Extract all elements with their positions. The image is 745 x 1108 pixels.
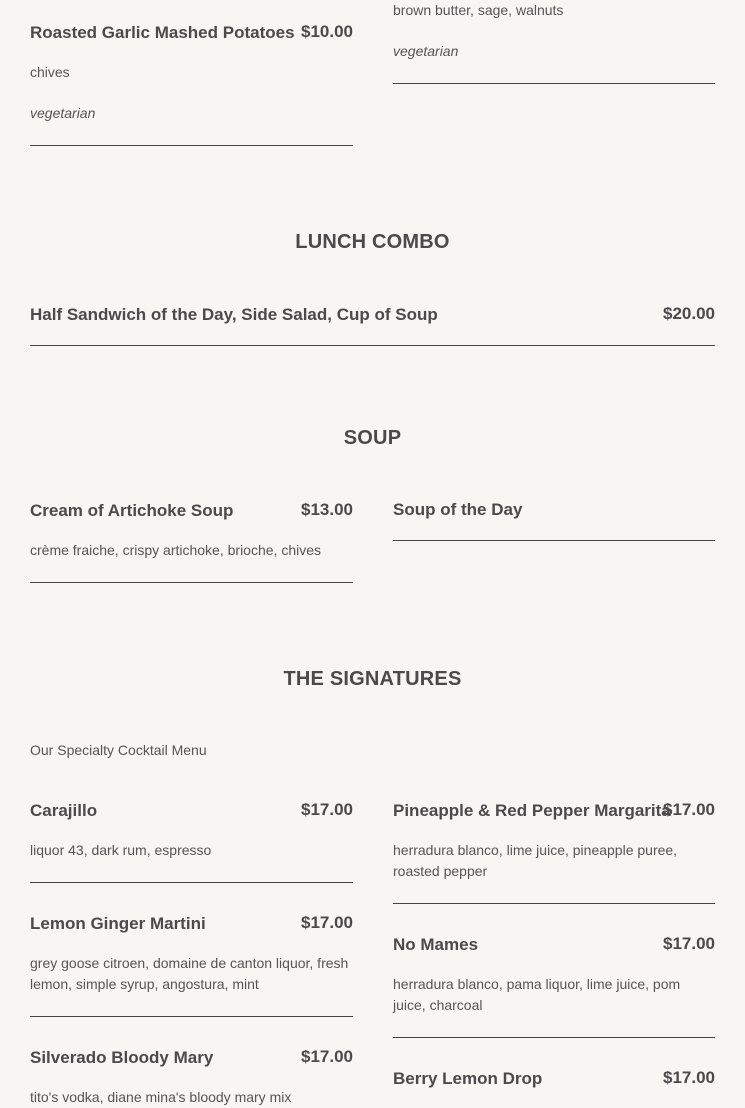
item-price: $13.00 <box>301 500 353 519</box>
item-divider <box>30 1016 353 1017</box>
item-price: $17.00 <box>663 800 715 819</box>
menu-item-lunch-combo <box>30 300 715 346</box>
item-price: $17.00 <box>663 934 715 953</box>
item-description: grey goose citroen, domaine de canton liquor, fresh lemon, simple syrup, angostura, mint <box>30 955 349 992</box>
item-price: $17.00 <box>301 913 353 932</box>
item-divider <box>30 882 353 883</box>
menu-item-berry-lemon-drop <box>393 1064 715 1106</box>
menu-item-roasted-garlic-mashed-potatoes <box>30 0 353 146</box>
item-price: $17.00 <box>663 1068 715 1087</box>
item-name: Pineapple & Red Pepper Margarita <box>393 801 671 820</box>
item-dietary-tag: vegetarian <box>30 105 96 121</box>
item-name: Silverado Bloody Mary <box>30 1048 214 1067</box>
item-description: liquor 43, dark rum, espresso <box>30 842 212 858</box>
item-name: Berry Lemon Drop <box>393 1069 543 1088</box>
section-title-lunch-combo: LUNCH COMBO <box>295 231 450 253</box>
item-description: herradura blanco, pama liquor, lime juice, pom juice, charcoal <box>393 976 681 1013</box>
menu-item-soup-of-the-day <box>393 496 715 541</box>
item-divider <box>30 345 715 346</box>
item-divider <box>393 83 715 84</box>
item-price: $10.00 <box>301 22 353 41</box>
item-divider <box>393 1037 715 1038</box>
item-description: tito's vodka, diane mina's bloody mary mix <box>30 1089 292 1105</box>
menu-item-no-mames <box>393 930 715 1038</box>
item-price: $17.00 <box>301 800 353 819</box>
item-dietary-tag: vegetarian <box>393 43 459 59</box>
item-description: chives <box>30 64 70 80</box>
menu-item-cream-of-artichoke-soup <box>30 496 353 583</box>
item-name: Cream of Artichoke Soup <box>30 501 234 520</box>
item-name: Half Sandwich of the Day, Side Salad, Cup of Soup <box>30 305 438 324</box>
section-title-the-signatures: THE SIGNATURES <box>283 668 462 690</box>
item-name: Carajillo <box>30 801 98 820</box>
item-divider <box>30 582 353 583</box>
menu-item-silverado-bloody-mary <box>30 1043 353 1106</box>
section-intro: Our Specialty Cocktail Menu <box>30 742 207 758</box>
item-divider <box>393 540 715 541</box>
menu-item-continued <box>393 0 715 84</box>
item-name: Soup of the Day <box>393 500 523 519</box>
section-title-soup: SOUP <box>343 427 402 449</box>
item-divider <box>393 903 715 904</box>
item-description: brown butter, sage, walnuts <box>393 2 564 18</box>
item-price: $20.00 <box>663 304 715 323</box>
menu-item-lemon-ginger-martini <box>30 909 353 1017</box>
menu-item-pineapple-red-pepper-margarita <box>393 796 715 904</box>
item-name: No Mames <box>393 935 479 954</box>
item-description: herradura blanco, lime juice, pineapple puree, roasted pepper <box>393 842 678 879</box>
item-divider <box>30 145 353 146</box>
item-name: Roasted Garlic Mashed Potatoes <box>30 23 295 42</box>
item-description: crème fraiche, crispy artichoke, brioche, chives <box>30 542 321 558</box>
menu-item-carajillo <box>30 796 353 883</box>
item-price: $17.00 <box>301 1047 353 1066</box>
item-name: Lemon Ginger Martini <box>30 914 206 933</box>
